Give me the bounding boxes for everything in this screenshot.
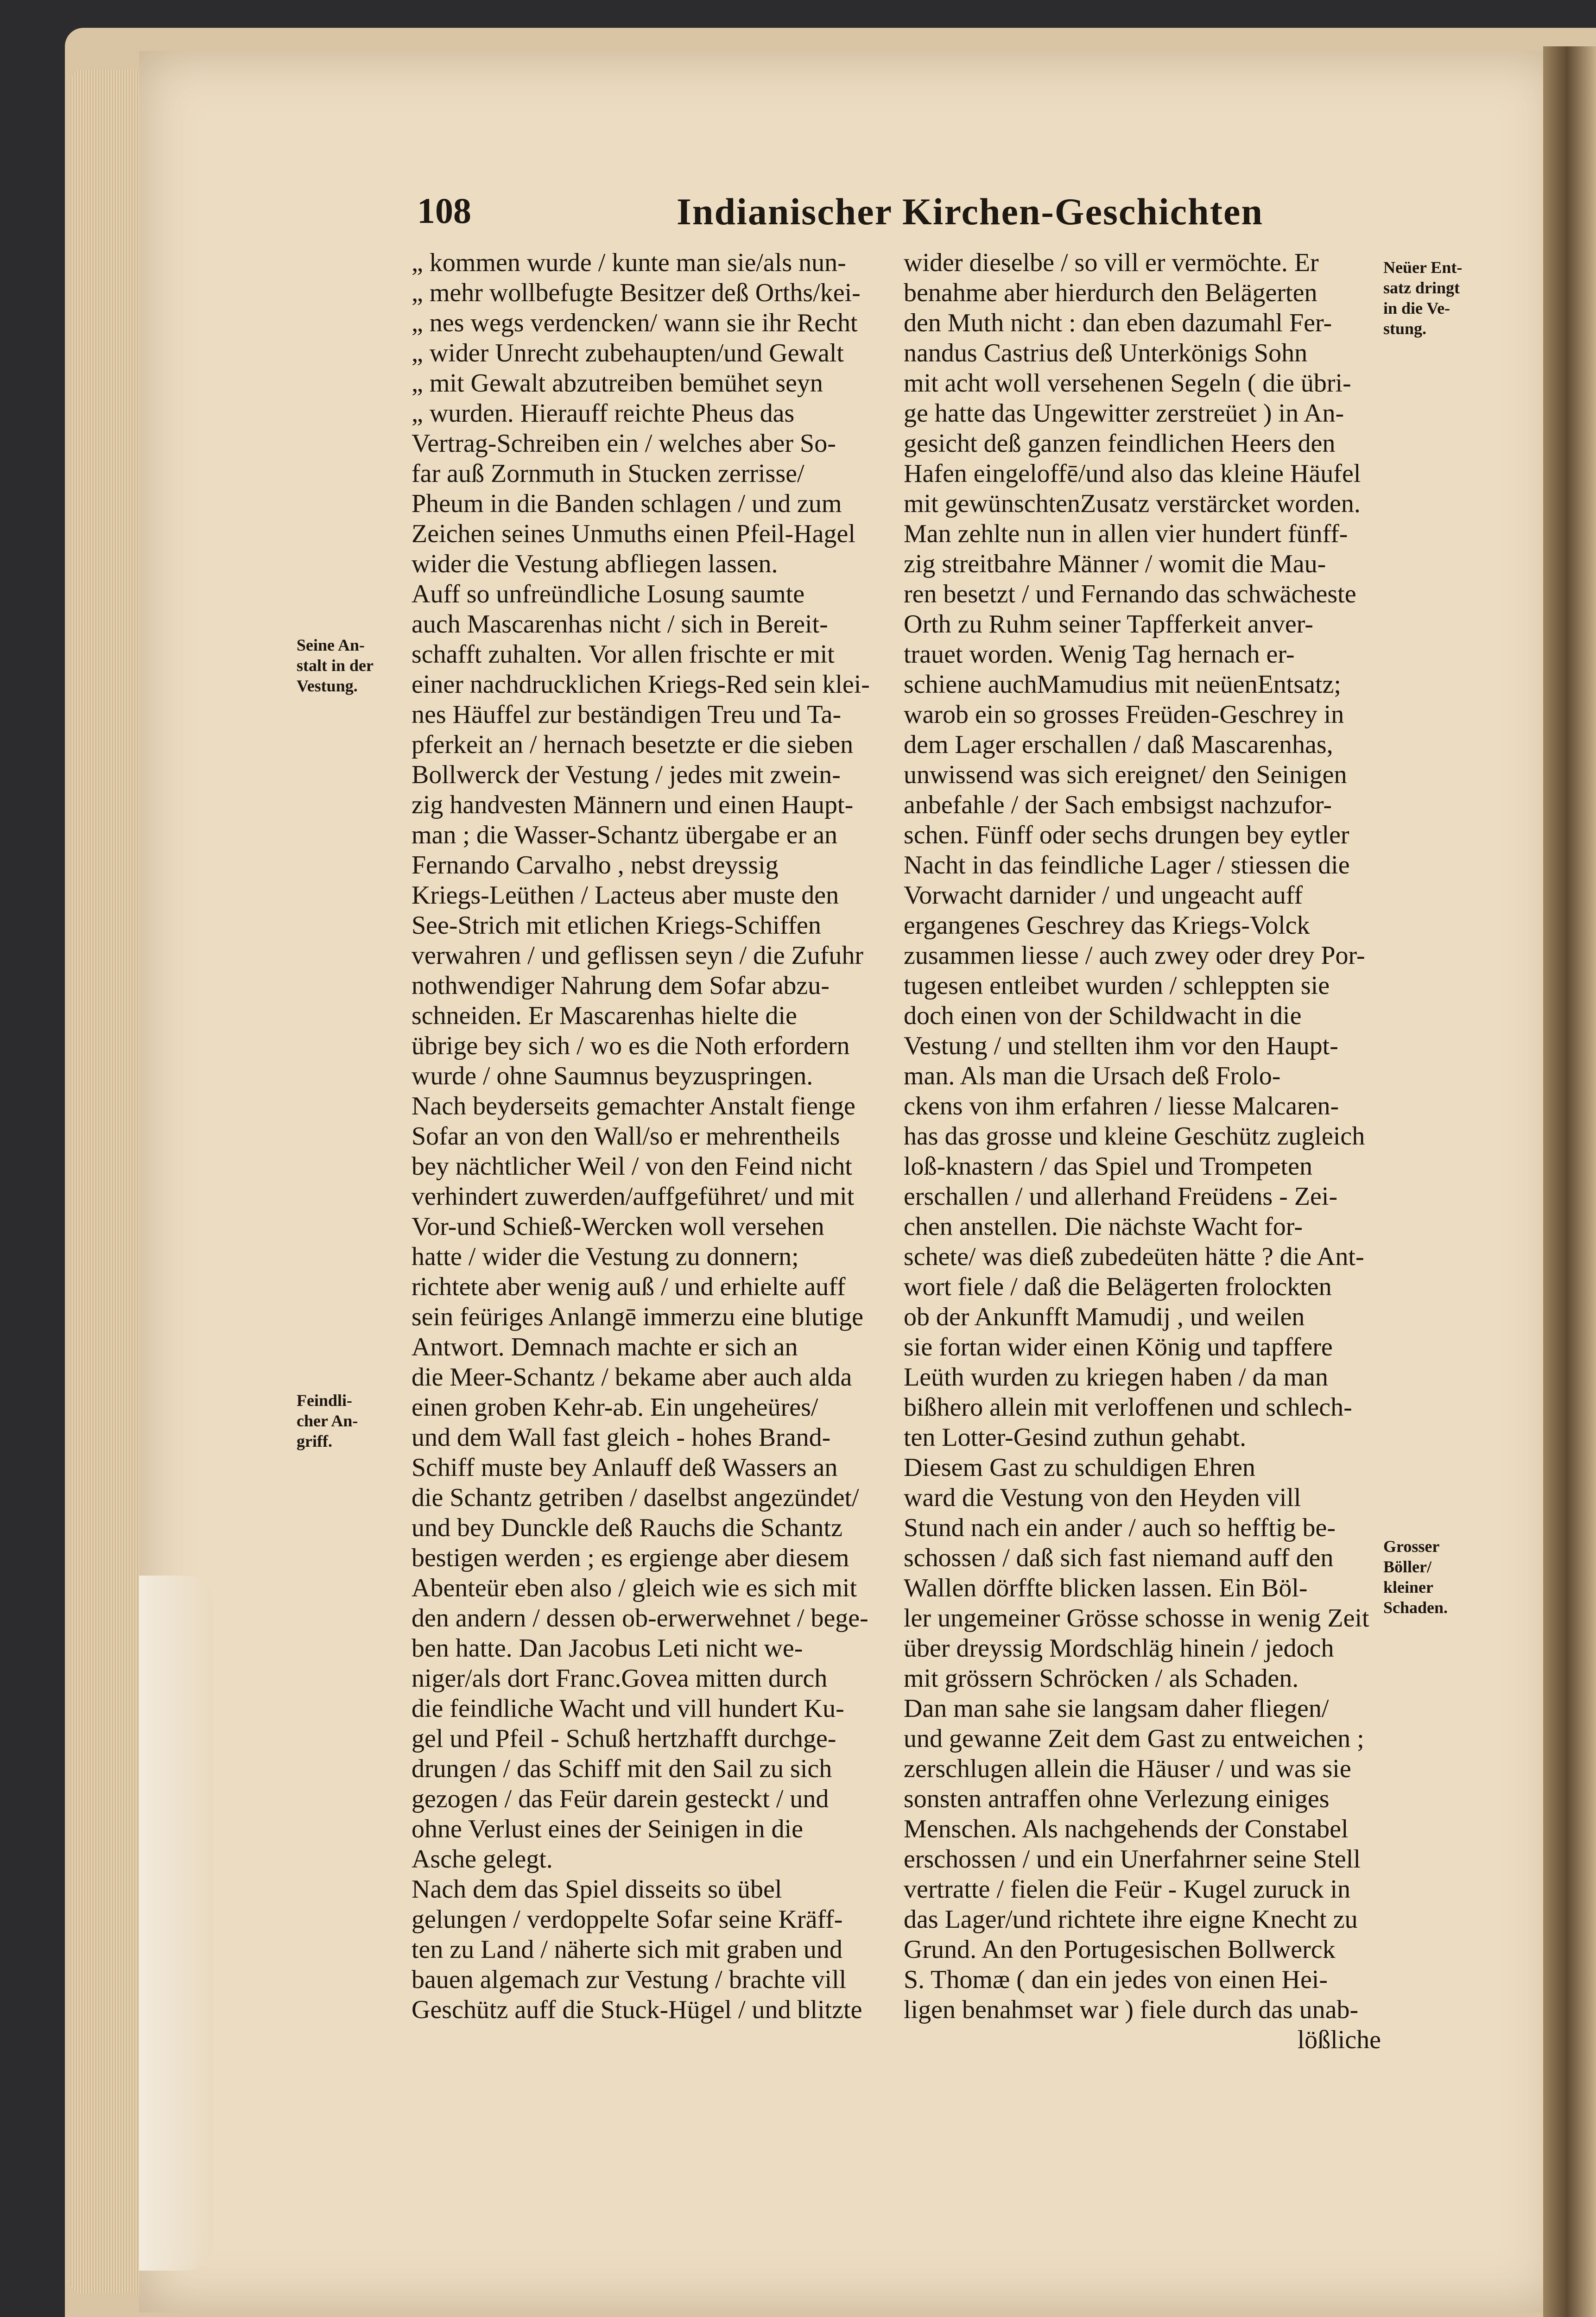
left-text-column (412, 248, 889, 2025)
margin-note-left-1 (297, 635, 412, 696)
text-line: gel und Pfeil - Schuß hertzhafft durchge- (412, 1724, 836, 1753)
text-line: hatte / wider die Vestung zu donnern; (412, 1242, 799, 1271)
text-line: wort fiele / daß die Belägerten frolockten (904, 1272, 1332, 1301)
text-line: übrige bey sich / wo es die Noth erfordern (412, 1032, 850, 1060)
text-line: vertratte / fielen die Feür - Kugel zuruck in (904, 1875, 1351, 1904)
text-line: S. Thomæ ( dan ein jedes von einen Hei- (904, 1965, 1328, 1994)
text-line: und gewanne Zeit dem Gast zu entweichen ; (904, 1724, 1364, 1753)
text-line: „ mehr wollbefugte Besitzer deß Orths/kei- (412, 279, 861, 307)
text-line: die Schantz getriben / daselbst angezündet/ (412, 1483, 859, 1512)
margin-note-line: griff. (297, 1432, 332, 1450)
text-line: ckens von ihm erfahren / liesse Malcaren- (904, 1092, 1339, 1121)
text-line: wider dieselbe / so vill er vermöchte. Er (904, 248, 1319, 277)
text-line: Vestung / und stellten ihm vor den Haupt- (904, 1032, 1338, 1060)
text-line: „ kommen wurde / kunte man sie/als nun- (412, 248, 846, 277)
running-title: Indianischer Kirchen-Geschichten (677, 190, 1263, 233)
margin-note-line: Schaden. (1383, 1598, 1448, 1617)
text-line: nothwendiger Nahrung dem Sofar abzu- (412, 971, 830, 1000)
margin-note-line: Neüer Ent- (1383, 258, 1463, 277)
text-line: gelungen / verdoppelte Sofar seine Kräff- (412, 1905, 843, 1934)
margin-note-line: kleiner (1383, 1578, 1433, 1596)
text-line: sie fortan wider einen König und tapffere (904, 1333, 1333, 1361)
text-line: bauen algemach zur Vestung / brachte vill (412, 1965, 847, 1994)
text-line: nes Häuffel zur beständigen Treu und Ta- (412, 700, 842, 729)
text-line: auch Mascarenhas nicht / sich in Bereit- (412, 610, 828, 639)
text-line: Geschütz auff die Stuck-Hügel / und blitzte (412, 1995, 862, 2024)
text-line: bißhero allein mit verloffenen und schlech- (904, 1393, 1352, 1422)
text-line: die feindliche Wacht und vill hundert Ku- (412, 1694, 844, 1723)
text-line: dem Lager erschallen / daß Mascarenhas, (904, 730, 1333, 759)
text-line: Nach beyderseits gemachter Anstalt fienge (412, 1092, 855, 1121)
text-line: zig handvesten Männern und einen Haupt- (412, 791, 854, 819)
paper-damage (139, 1576, 213, 2271)
text-line: man ; die Wasser-Schantz übergabe er an (412, 821, 838, 849)
text-line: zig streitbahre Männer / womit die Mau- (904, 550, 1326, 578)
margin-note-line: Böller/ (1383, 1557, 1431, 1576)
margin-note-line: Grosser (1383, 1537, 1440, 1556)
text-line: chen anstellen. Die nächste Wacht for- (904, 1212, 1303, 1241)
text-line: Asche gelegt. (412, 1845, 553, 1874)
text-line: Stund nach ein ander / auch so hefftig be- (904, 1513, 1336, 1542)
text-line: ohne Verlust eines der Seinigen in die (412, 1815, 804, 1843)
text-line: erschossen / und ein Unerfahrner seine Stell (904, 1845, 1361, 1874)
text-line: lößliche (1297, 2026, 1381, 2054)
text-line: Hafen eingeloffē/und also das kleine Häufel (904, 459, 1361, 488)
text-line: ten zu Land / näherte sich mit graben und (412, 1935, 842, 1964)
text-line: einen groben Kehr-ab. Ein ungeheüres/ (412, 1393, 818, 1422)
text-line: bey nächtlicher Weil / von den Feind nicht (412, 1152, 852, 1181)
text-line: sonsten antraffen ohne Verlezung einiges (904, 1785, 1330, 1813)
text-line: über dreyssig Mordschläg hinein / jedoch (904, 1634, 1334, 1663)
text-line: ben hatte. Dan Jacobus Leti nicht we- (412, 1634, 803, 1663)
text-line: ward die Vestung von den Heyden vill (904, 1483, 1301, 1512)
text-line: niger/als dort Franc.Govea mitten durch (412, 1664, 828, 1693)
text-line: erschallen / und allerhand Freüdens - Zei- (904, 1182, 1338, 1211)
margin-note-right-1 (1383, 257, 1522, 339)
text-line: Fernando Carvalho , nebst dreyssig (412, 851, 779, 880)
text-line: „ mit Gewalt abzutreiben bemühet seyn (412, 369, 823, 398)
text-line: „ nes wegs verdencken/ wann sie ihr Recht (412, 309, 858, 337)
text-line: wider die Vestung abfliegen lassen. (412, 550, 778, 578)
text-line: Kriegs-Leüthen / Lacteus aber muste den (412, 881, 839, 910)
text-line: nandus Castrius deß Unterkönigs Sohn (904, 339, 1308, 367)
text-line: Dan man sahe sie langsam daher fliegen/ (904, 1694, 1329, 1723)
text-line: Antwort. Demnach machte er sich an (412, 1333, 798, 1361)
text-line: Nacht in das feindliche Lager / stiessen die (904, 851, 1350, 880)
text-line: warob ein so grosses Freüden-Geschrey in (904, 700, 1344, 729)
text-line: richtete aber wenig auß / und erhielte auff (412, 1272, 846, 1301)
page-number: 108 (417, 190, 471, 231)
text-line: ge hatte das Ungewitter zerstreüet ) in An- (904, 399, 1344, 428)
text-line: schete/ was dieß zubedeüten hätte ? die Ant- (904, 1242, 1364, 1271)
book-gutter (1543, 46, 1596, 2317)
text-line: Grund. An den Portugesischen Bollwerck (904, 1935, 1336, 1964)
text-line: mit grössern Schröcken / als Schaden. (904, 1664, 1299, 1693)
margin-note-line: Seine An- (297, 636, 365, 654)
text-line: „ wider Unrecht zubehaupten/und Gewalt (412, 339, 844, 367)
text-line: loß-knastern / das Spiel und Trompeten (904, 1152, 1312, 1181)
text-line: ten Lotter-Gesind zuthun gehabt. (904, 1423, 1247, 1452)
text-line: anbefahle / der Sach embsigst nachzufor- (904, 791, 1332, 819)
text-line: Man zehlte nun in allen vier hundert fünff- (904, 519, 1348, 548)
margin-note-line: Feindli- (297, 1391, 353, 1410)
text-line: schneiden. Er Mascarenhas hielte die (412, 1001, 797, 1030)
margin-note-line: cher An- (297, 1412, 358, 1430)
text-line: Abenteür eben also / gleich wie es sich mit (412, 1574, 857, 1602)
text-line: das Lager/und richtete ihre eigne Knecht zu (904, 1905, 1358, 1934)
margin-note-line: satz dringt (1383, 279, 1460, 297)
text-line: mit acht woll versehenen Segeln ( die übri- (904, 369, 1351, 398)
text-line: unwissend was sich ereignet/ den Seinigen (904, 760, 1347, 789)
text-line: einer nachdrucklichen Kriegs-Red sein klei- (412, 670, 870, 699)
text-line: ler ungemeiner Grösse schosse in wenig Zeit (904, 1604, 1369, 1633)
text-line: verwahren / und geflissen seyn / die Zufuhr (412, 941, 864, 970)
text-line: Nach dem das Spiel disseits so übel (412, 1875, 782, 1904)
text-line: schen. Fünff oder sechs drungen bey eytler (904, 821, 1349, 849)
text-line: trauet worden. Wenig Tag hernach er- (904, 640, 1295, 669)
text-line: wurde / ohne Saumnus beyzuspringen. (412, 1062, 813, 1090)
text-line: Menschen. Als nachgehends der Constabel (904, 1815, 1349, 1843)
text-line: Schiff muste bey Anlauff deß Wassers an (412, 1453, 838, 1482)
text-line: See-Strich mit etlichen Kriegs-Schiffen (412, 911, 821, 940)
text-line: Pheum in die Banden schlagen / und zum (412, 489, 842, 518)
text-line: man. Als man die Ursach deß Frolo- (904, 1062, 1281, 1090)
text-line: far auß Zornmuth in Stucken zerrisse/ (412, 459, 804, 488)
margin-note-left-2 (297, 1390, 412, 1451)
text-line: verhindert zuwerden/auffgeführet/ und mit (412, 1182, 855, 1211)
text-line: und bey Dunckle deß Rauchs die Schantz (412, 1513, 842, 1542)
text-line: schiene auchMamudius mit neüenEntsatz; (904, 670, 1341, 699)
text-line: den Muth nicht : dan eben dazumahl Fer- (904, 309, 1332, 337)
text-line: die Meer-Schantz / bekame aber auch alda (412, 1363, 852, 1392)
text-line: gesicht deß ganzen feindlichen Heers den (904, 429, 1336, 458)
text-line: ligen benahmset war ) fiele durch das unab- (904, 1995, 1359, 2024)
text-line: und dem Wall fast gleich - hohes Brand- (412, 1423, 831, 1452)
text-line: has das grosse und kleine Geschütz zugleich (904, 1122, 1365, 1151)
text-line: ergangenes Geschrey das Kriegs-Volck (904, 911, 1310, 940)
page-header (417, 190, 1460, 241)
text-line: Wallen dörffte blicken lassen. Ein Böl- (904, 1574, 1308, 1602)
text-line: mit gewünschtenZusatz verstärcket worden. (904, 489, 1361, 518)
text-line: tugesen entleibet wurden / schleppten sie (904, 971, 1330, 1000)
text-line: Vorwacht darnider / und ungeacht auff (904, 881, 1303, 910)
margin-note-line: stalt in der (297, 656, 374, 675)
text-line: zerschlugen allein die Häuser / und was sie (904, 1754, 1351, 1783)
text-line: „ wurden. Hierauff reichte Pheus das (412, 399, 795, 428)
text-line: bestigen werden ; es ergienge aber diesem (412, 1544, 849, 1572)
text-line: Bollwerck der Vestung / jedes mit zwein- (412, 760, 841, 789)
text-line: Sofar an von den Wall/so er mehrentheils (412, 1122, 840, 1151)
margin-note-line: stung. (1383, 319, 1427, 338)
margin-note-line: Vestung. (297, 677, 358, 695)
text-line: zusammen liesse / auch zwey oder drey Por- (904, 941, 1365, 970)
margin-note-line: in die Ve- (1383, 299, 1450, 317)
text-line: Vor-und Schieß-Wercken woll versehen (412, 1212, 824, 1241)
text-line: Vertrag-Schreiben ein / welches aber So- (412, 429, 836, 458)
text-line: pferkeit an / hernach besetzte er die sieben (412, 730, 854, 759)
text-line: ren besetzt / und Fernando das schwächeste (904, 580, 1356, 608)
text-line: Diesem Gast zu schuldigen Ehren (904, 1453, 1255, 1482)
text-line: gezogen / das Feür darein gesteckt / und (412, 1785, 829, 1813)
text-line: den andern / dessen ob-erwerwehnet / bege- (412, 1604, 868, 1633)
text-line: schossen / daß sich fast niemand auff den (904, 1544, 1334, 1572)
margin-note-right-2 (1383, 1536, 1522, 1618)
text-line: Leüth wurden zu kriegen haben / da man (904, 1363, 1328, 1392)
text-line: Orth zu Ruhm seiner Tapfferkeit anver- (904, 610, 1313, 639)
text-line: schafft zuhalten. Vor allen frischte er mit (412, 640, 835, 669)
text-line: ob der Ankunfft Mamudij , und weilen (904, 1303, 1305, 1331)
text-line: sein feüriges Anlangē immerzu eine blutige (412, 1303, 864, 1331)
text-line: Zeichen seines Unmuths einen Pfeil-Hagel (412, 519, 855, 548)
text-line: doch einen von der Schildwacht in die (904, 1001, 1302, 1030)
text-line: Auff so unfreündliche Losung saumte (412, 580, 805, 608)
text-line: benahme aber hierdurch den Belägerten (904, 279, 1317, 307)
right-text-column (904, 248, 1381, 2055)
text-line: drungen / das Schiff mit den Sail zu sich (412, 1754, 832, 1783)
